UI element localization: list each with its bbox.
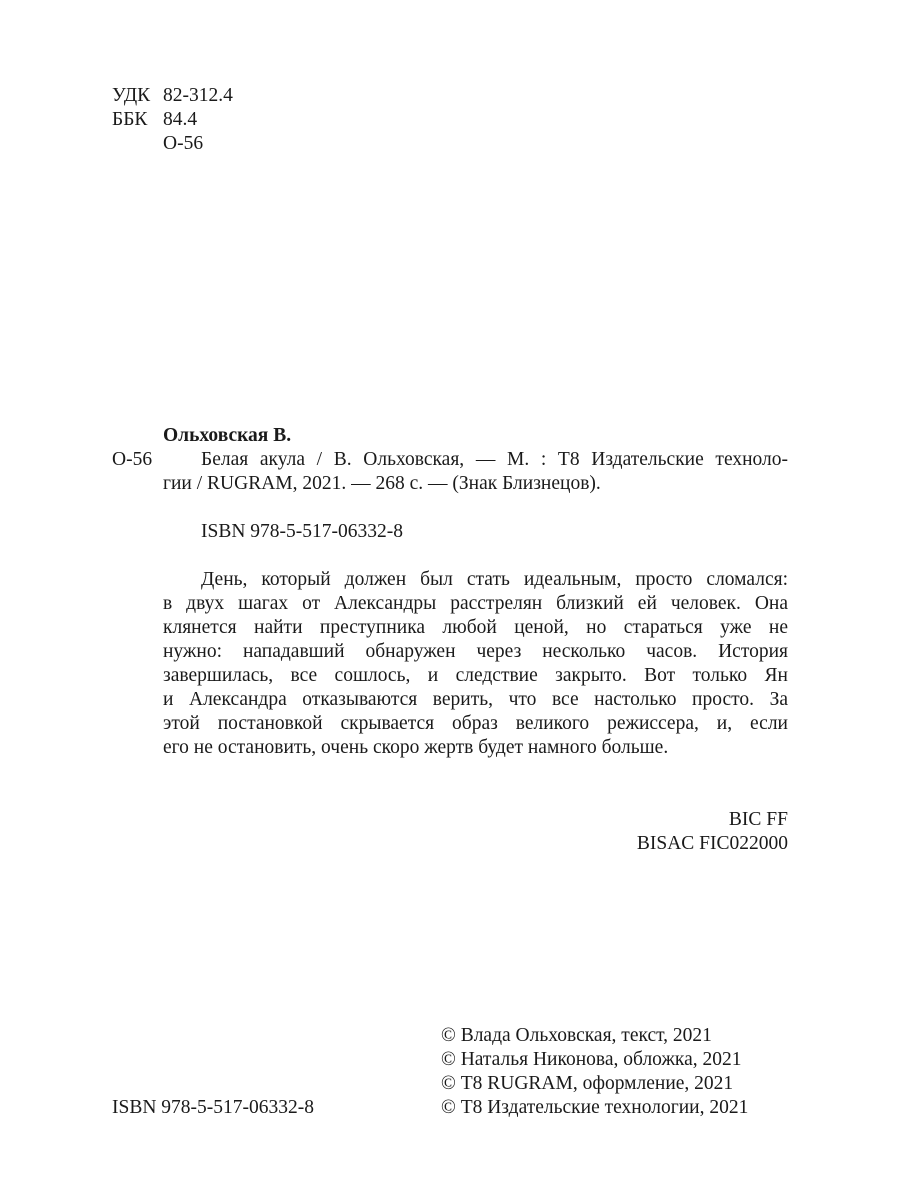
copyright-line: © Т8 RUGRAM, оформление, 2021	[441, 1073, 734, 1094]
annotation-line: и Александра отказываются верить, что все настолько просто. За	[163, 689, 788, 710]
bbk-label: ББК	[112, 109, 148, 130]
annotation-line: клянется найти преступника любой ценой, но стараться уже не	[163, 617, 788, 638]
bic-code: BIC FF	[728, 809, 788, 830]
copyright-line: © Т8 Издательские технологии, 2021	[441, 1097, 749, 1118]
author-heading: Ольховская В.	[163, 425, 292, 446]
author-mark: О-56	[163, 133, 204, 154]
copyright-line: © Наталья Никонова, обложка, 2021	[441, 1049, 742, 1070]
udk-value: 82-312.4	[163, 85, 233, 106]
bibliographic-description-line: Белая акула / В. Ольховская, — М. : Т8 Издательские техноло-	[201, 449, 788, 470]
annotation-line: в двух шагах от Александры расстрелян близкий ей человек. Она	[163, 593, 788, 614]
bibliographic-description-line: гии / RUGRAM, 2021. — 268 с. — (Знак Близнецов).	[163, 473, 601, 494]
copyright-line: © Влада Ольховская, текст, 2021	[441, 1025, 712, 1046]
udk-label: УДК	[112, 85, 151, 106]
bibliographic-isbn: ISBN 978-5-517-06332-8	[201, 521, 404, 542]
annotation-line: День, который должен был стать идеальным, просто сломался:	[201, 569, 788, 590]
bisac-code: BISAC FIC022000	[636, 833, 788, 854]
bbk-value: 84.4	[163, 109, 198, 130]
annotation-line: его не остановить, очень скоро жертв будет намного больше.	[163, 737, 669, 758]
annotation-line: этой постановкой скрывается образ великого режиссера, и, если	[163, 713, 788, 734]
footer-isbn: ISBN 978-5-517-06332-8	[112, 1097, 315, 1118]
bibliographic-author-mark: О-56	[112, 449, 153, 470]
annotation-line: нужно: нападавший обнаружен через несколько часов. История	[163, 641, 788, 662]
annotation-line: завершилась, все сошлось, и следствие закрыто. Вот только Ян	[163, 665, 788, 686]
